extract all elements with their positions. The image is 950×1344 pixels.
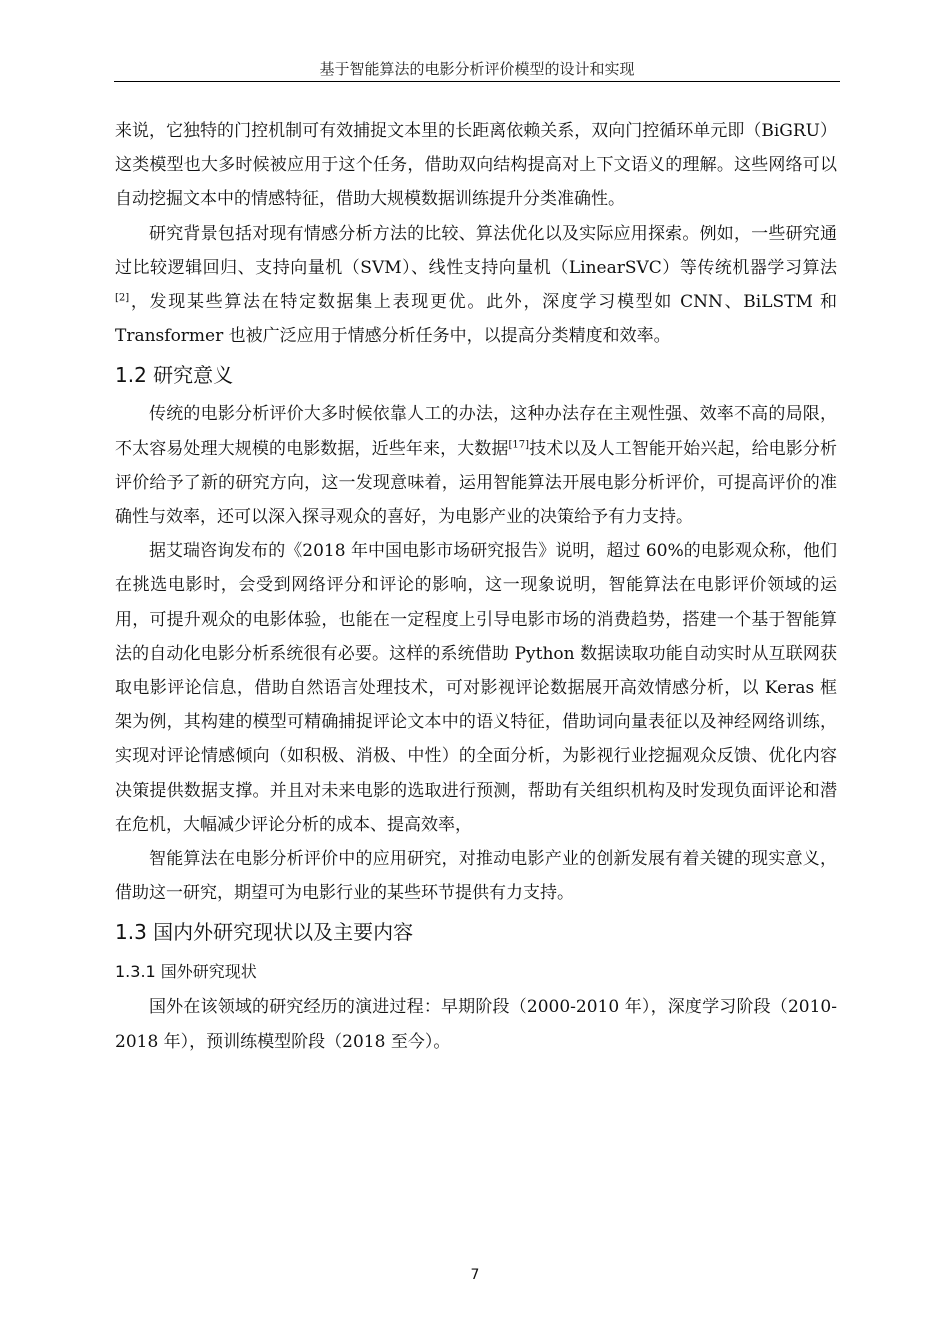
paragraph-market-report: 据艾瑞咨询发布的《2018 年中国电影市场研究报告》说明，超过 60%的电影观众称，他们在挑选电影时，会受到网络评分和评论的影响，这一现象说明，智能算法在电影评价领域的运用，可提升观众的电影体验，也能在一定程度上引导电影市场的消费趋势，搭建一个基于智能算法的自动化电影分析系统很有必要。这样的系统借助 Python 数据读取功能自动实时从互联网获取电影评论信息，借助自然语言处理技术，可对影视评论数据展开高效情感分析，以 Keras 框架为例，其构建的模型可精确捕捉评论文本中的语义特征，借助词向量表征以及神经网络训练，实现对评论情感倾向（如积极、消极、中性）的全面分析，为影视行业挖掘观众反馈、优化内容决策提供数据支撑。并且对未来电影的选取进行预测，帮助有关组织机构及时发现负面评论和潜在危机，大幅减少评论分析的成本、提高效率， xyxy=(115,541,837,835)
paragraph-foreign-research: 国外在该领域的研究经历的演进过程：早期阶段（2000-2010 年），深度学习阶段（2010-2018 年），预训练模型阶段（2018 至今）。 xyxy=(115,997,837,1052)
citation-ref: [2] xyxy=(115,292,130,304)
page-number: 7 xyxy=(470,1267,480,1283)
subsection-heading-1-3-1: 1.3.1 国外研究现状 xyxy=(115,962,257,982)
paragraph-continuation: 来说，它独特的门控机制可有效捕捉文本里的长距离依赖关系，双向门控循环单元即（BiGRU）这类模型也大多时候被应用于这个任务，借助双向结构提高对上下文语义的理解。这些网络可以自动挖掘文本中的情感特征，借助大规模数据训练提升分类准确性。 xyxy=(115,121,837,210)
paragraph-text: 技术以及人工智能开始兴起，给电影分析评价给予了新的研究方向，这一发现意味着，运用智能算法开展电影分析评价，可提高评价的准确性与效率，还可以深入探寻观众的喜好，为电影产业的决策给予有力支持。 xyxy=(115,438,838,528)
paragraph-text: 研究背景包括对现有情感分析方法的比较、算法优化以及实际应用探索。例如，一些研究通过比较逻辑回归、支持向量机（SVM）、线性支持向量机（LinearSVC）等传统机器学习算法 xyxy=(115,223,837,278)
page-body xyxy=(115,114,837,1059)
header-rule xyxy=(114,81,840,82)
paragraph-text: 传统的电影分析评价大多时候依靠人工的办法，这种办法存在主观性强、效率不高的局限，不太容易处理大规模的电影数据，近些年来，大数据 xyxy=(115,404,837,459)
paragraph-research-background xyxy=(115,217,837,354)
running-header: 基于智能算法的电影分析评价模型的设计和实现 xyxy=(319,60,635,78)
paragraph-significance: 智能算法在电影分析评价中的应用研究，对推动电影产业的创新发展有着关键的现实意义，借助这一研究，期望可为电影行业的某些环节提供有力支持。 xyxy=(115,849,837,904)
paragraph-traditional-methods xyxy=(115,397,837,534)
section-heading-1-2: 1.2 研究意义 xyxy=(115,363,234,388)
paragraph-text: ，发现某些算法在特定数据集上表现更优。此外，深度学习模型如 CNN、BiLSTM 和 Transformer 也被广泛应用于情感分析任务中，以提高分类精度和效率。 xyxy=(115,292,837,347)
citation-ref: [17] xyxy=(508,438,530,450)
section-heading-1-3: 1.3 国内外研究现状以及主要内容 xyxy=(115,920,414,945)
